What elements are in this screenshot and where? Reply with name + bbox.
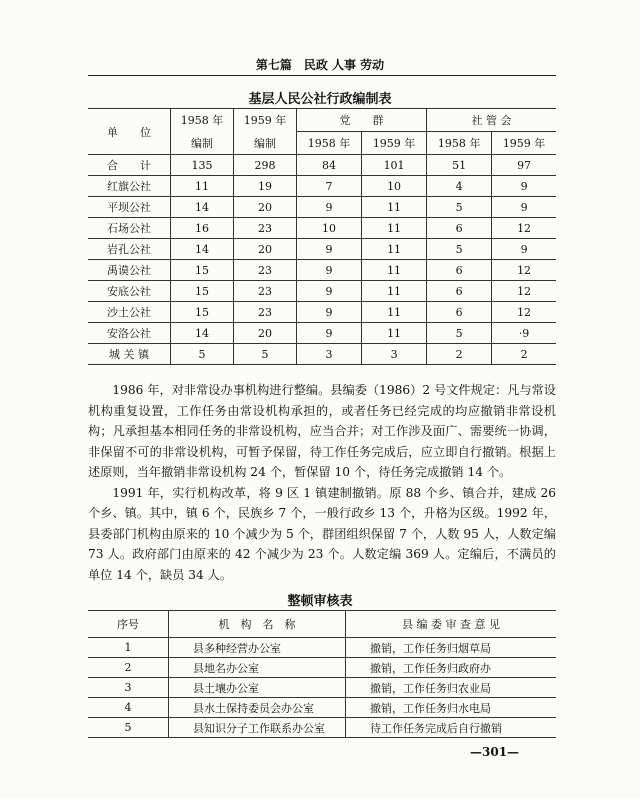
social-1959-header: 1959 年 (492, 132, 556, 155)
row-opinion: 撤销，工作任务归烟草局 (346, 638, 557, 658)
row-unit-name: 平坝公社 (88, 197, 171, 218)
table-row (88, 698, 556, 718)
row-value: 51 (427, 155, 492, 176)
row-value: 11 (362, 281, 427, 302)
row-value: 9 (492, 197, 556, 218)
row-value: 11 (362, 218, 427, 239)
body-text (88, 380, 556, 585)
row-value: 2 (492, 344, 556, 365)
row-value: 9 (297, 197, 362, 218)
row-value: 9 (492, 176, 556, 197)
row-opinion: 撤销，工作任务归农业局 (346, 678, 557, 698)
running-header: 第七篇 民政 人事 劳动 (255, 58, 385, 72)
row-unit-name: 岩孔公社 (88, 239, 171, 260)
row-value: ·9 (492, 323, 556, 344)
row-value: 6 (427, 281, 492, 302)
row-opinion: 撤销，工作任务归政府办 (346, 658, 557, 678)
staffing-table (88, 108, 556, 365)
table-row (88, 718, 556, 738)
row-value: 19 (234, 176, 297, 197)
row-value: 15 (171, 302, 234, 323)
row-value: 101 (362, 155, 427, 176)
row-value: 5 (427, 239, 492, 260)
row-value: 135 (171, 155, 234, 176)
staffing-1958-header: 编制 (171, 132, 234, 155)
row-org-name: 县知识分子工作联系办公室 (169, 718, 346, 738)
row-value: 6 (427, 260, 492, 281)
row-value: 23 (234, 281, 297, 302)
paragraph-1986: 1986 年，对非常设办事机构进行整编。县编委（1986）2 号文件规定：凡与常设机构重复设置，工作任务由常设机构承担的，或者任务已经完成的均应撤销非常设机构；凡承担基本相同任务的非常设机构，应当合并；对工作涉及面广、需要统一协调，非保留不可的非常设机构，可暂予保留，待工作任务完成后，应立即自行撤销。根据上述原则，当年撤销非常设机构 24 个，暂保留 10 个，待任务完成撤销 14 个。 (88, 383, 556, 479)
table-row (88, 260, 556, 281)
row-value: 23 (234, 302, 297, 323)
row-value: 7 (297, 176, 362, 197)
row-value: 3 (362, 344, 427, 365)
table2-title: 整顿审核表 (287, 594, 353, 609)
staffing-1959-header: 编制 (234, 132, 297, 155)
row-value: 12 (492, 260, 556, 281)
table-row (88, 678, 556, 698)
row-value: 298 (234, 155, 297, 176)
row-value: 15 (171, 260, 234, 281)
row-value: 12 (492, 302, 556, 323)
row-org-name: 县土壤办公室 (169, 678, 346, 698)
col-opinion-header: 县 编 委 审 查 意 见 (346, 611, 557, 638)
row-value: 11 (362, 260, 427, 281)
row-unit-name: 安底公社 (88, 281, 171, 302)
col-unit-header: 单 位 (88, 109, 171, 155)
row-number: 2 (88, 658, 169, 678)
row-value: 9 (297, 323, 362, 344)
table-row (88, 281, 556, 302)
row-number: 4 (88, 698, 169, 718)
row-opinion: 撤销，工作任务归水电局 (346, 698, 557, 718)
row-org-name: 县水土保持委员会办公室 (169, 698, 346, 718)
table-row (88, 658, 556, 678)
row-value: 3 (297, 344, 362, 365)
row-value: 20 (234, 239, 297, 260)
row-value: 6 (427, 218, 492, 239)
social-1958-header: 1958 年 (427, 132, 492, 155)
row-value: 11 (362, 239, 427, 260)
row-org-name: 县地名办公室 (169, 658, 346, 678)
row-value: 14 (171, 239, 234, 260)
row-unit-name: 安洛公社 (88, 323, 171, 344)
row-value: 84 (297, 155, 362, 176)
row-value: 6 (427, 302, 492, 323)
row-unit-name: 沙土公社 (88, 302, 171, 323)
row-value: 2 (427, 344, 492, 365)
row-value: 11 (362, 302, 427, 323)
row-value: 5 (427, 323, 492, 344)
row-value: 12 (492, 281, 556, 302)
row-number: 3 (88, 678, 169, 698)
row-value: 9 (492, 239, 556, 260)
row-unit-name: 合 计 (88, 155, 171, 176)
row-value: 23 (234, 218, 297, 239)
row-number: 1 (88, 638, 169, 658)
table-row (88, 302, 556, 323)
row-value: 9 (297, 302, 362, 323)
row-value: 5 (427, 197, 492, 218)
social-mgmt-header: 社 管 会 (427, 109, 556, 132)
table-row (88, 239, 556, 260)
col-1958-header: 1958 年 (171, 109, 234, 132)
row-unit-name: 城 关 镇 (88, 344, 171, 365)
table-row (88, 638, 556, 658)
row-unit-name: 禹谟公社 (88, 260, 171, 281)
table-row (88, 176, 556, 197)
table-row (88, 155, 556, 176)
table1-title: 基层人民公社行政编制表 (248, 92, 392, 107)
row-unit-name: 红旗公社 (88, 176, 171, 197)
col-org-header: 机 构 名 称 (169, 611, 346, 638)
row-unit-name: 石场公社 (88, 218, 171, 239)
review-table (88, 610, 556, 738)
table-row (88, 218, 556, 239)
row-value: 12 (492, 218, 556, 239)
table-row (88, 197, 556, 218)
table-row (88, 344, 556, 365)
row-value: 11 (362, 197, 427, 218)
paragraph-1991: 1991 年，实行机构改革，将 9 区 1 镇建制撤销。原 88 个乡、镇合并，建成 26 个乡、镇。其中，镇 6 个，民族乡 7 个，一般行政乡 13 个，升格为区级。1992 年，县委部门机构由原来的 10 个减少为 5 个，群团组织保留 7 个，人数 95 人，人数定编 73 人。政府部门由原来的 42 个减少为 23 个。人数定编 369 人。定编后，不满员的单位 14 个，缺员 34 人。 (88, 485, 556, 582)
row-value: 11 (171, 176, 234, 197)
header-rule (88, 75, 556, 76)
row-value: 9 (297, 260, 362, 281)
row-value: 15 (171, 281, 234, 302)
row-org-name: 县多种经营办公室 (169, 638, 346, 658)
row-opinion: 待工作任务完成后自行撤销 (346, 718, 557, 738)
row-value: 4 (427, 176, 492, 197)
col-no-header: 序号 (88, 611, 169, 638)
row-value: 10 (297, 218, 362, 239)
row-value: 5 (234, 344, 297, 365)
party-1959-header: 1959 年 (362, 132, 427, 155)
table-row (88, 323, 556, 344)
row-value: 11 (362, 323, 427, 344)
party-group-header: 党 群 (297, 109, 427, 132)
row-value: 20 (234, 197, 297, 218)
row-value: 20 (234, 323, 297, 344)
page-number: —301— (470, 745, 520, 759)
party-1958-header: 1958 年 (297, 132, 362, 155)
row-value: 97 (492, 155, 556, 176)
row-value: 16 (171, 218, 234, 239)
row-number: 5 (88, 718, 169, 738)
row-value: 10 (362, 176, 427, 197)
col-1959-header: 1959 年 (234, 109, 297, 132)
row-value: 5 (171, 344, 234, 365)
row-value: 14 (171, 197, 234, 218)
row-value: 14 (171, 323, 234, 344)
row-value: 9 (297, 239, 362, 260)
row-value: 9 (297, 281, 362, 302)
row-value: 23 (234, 260, 297, 281)
